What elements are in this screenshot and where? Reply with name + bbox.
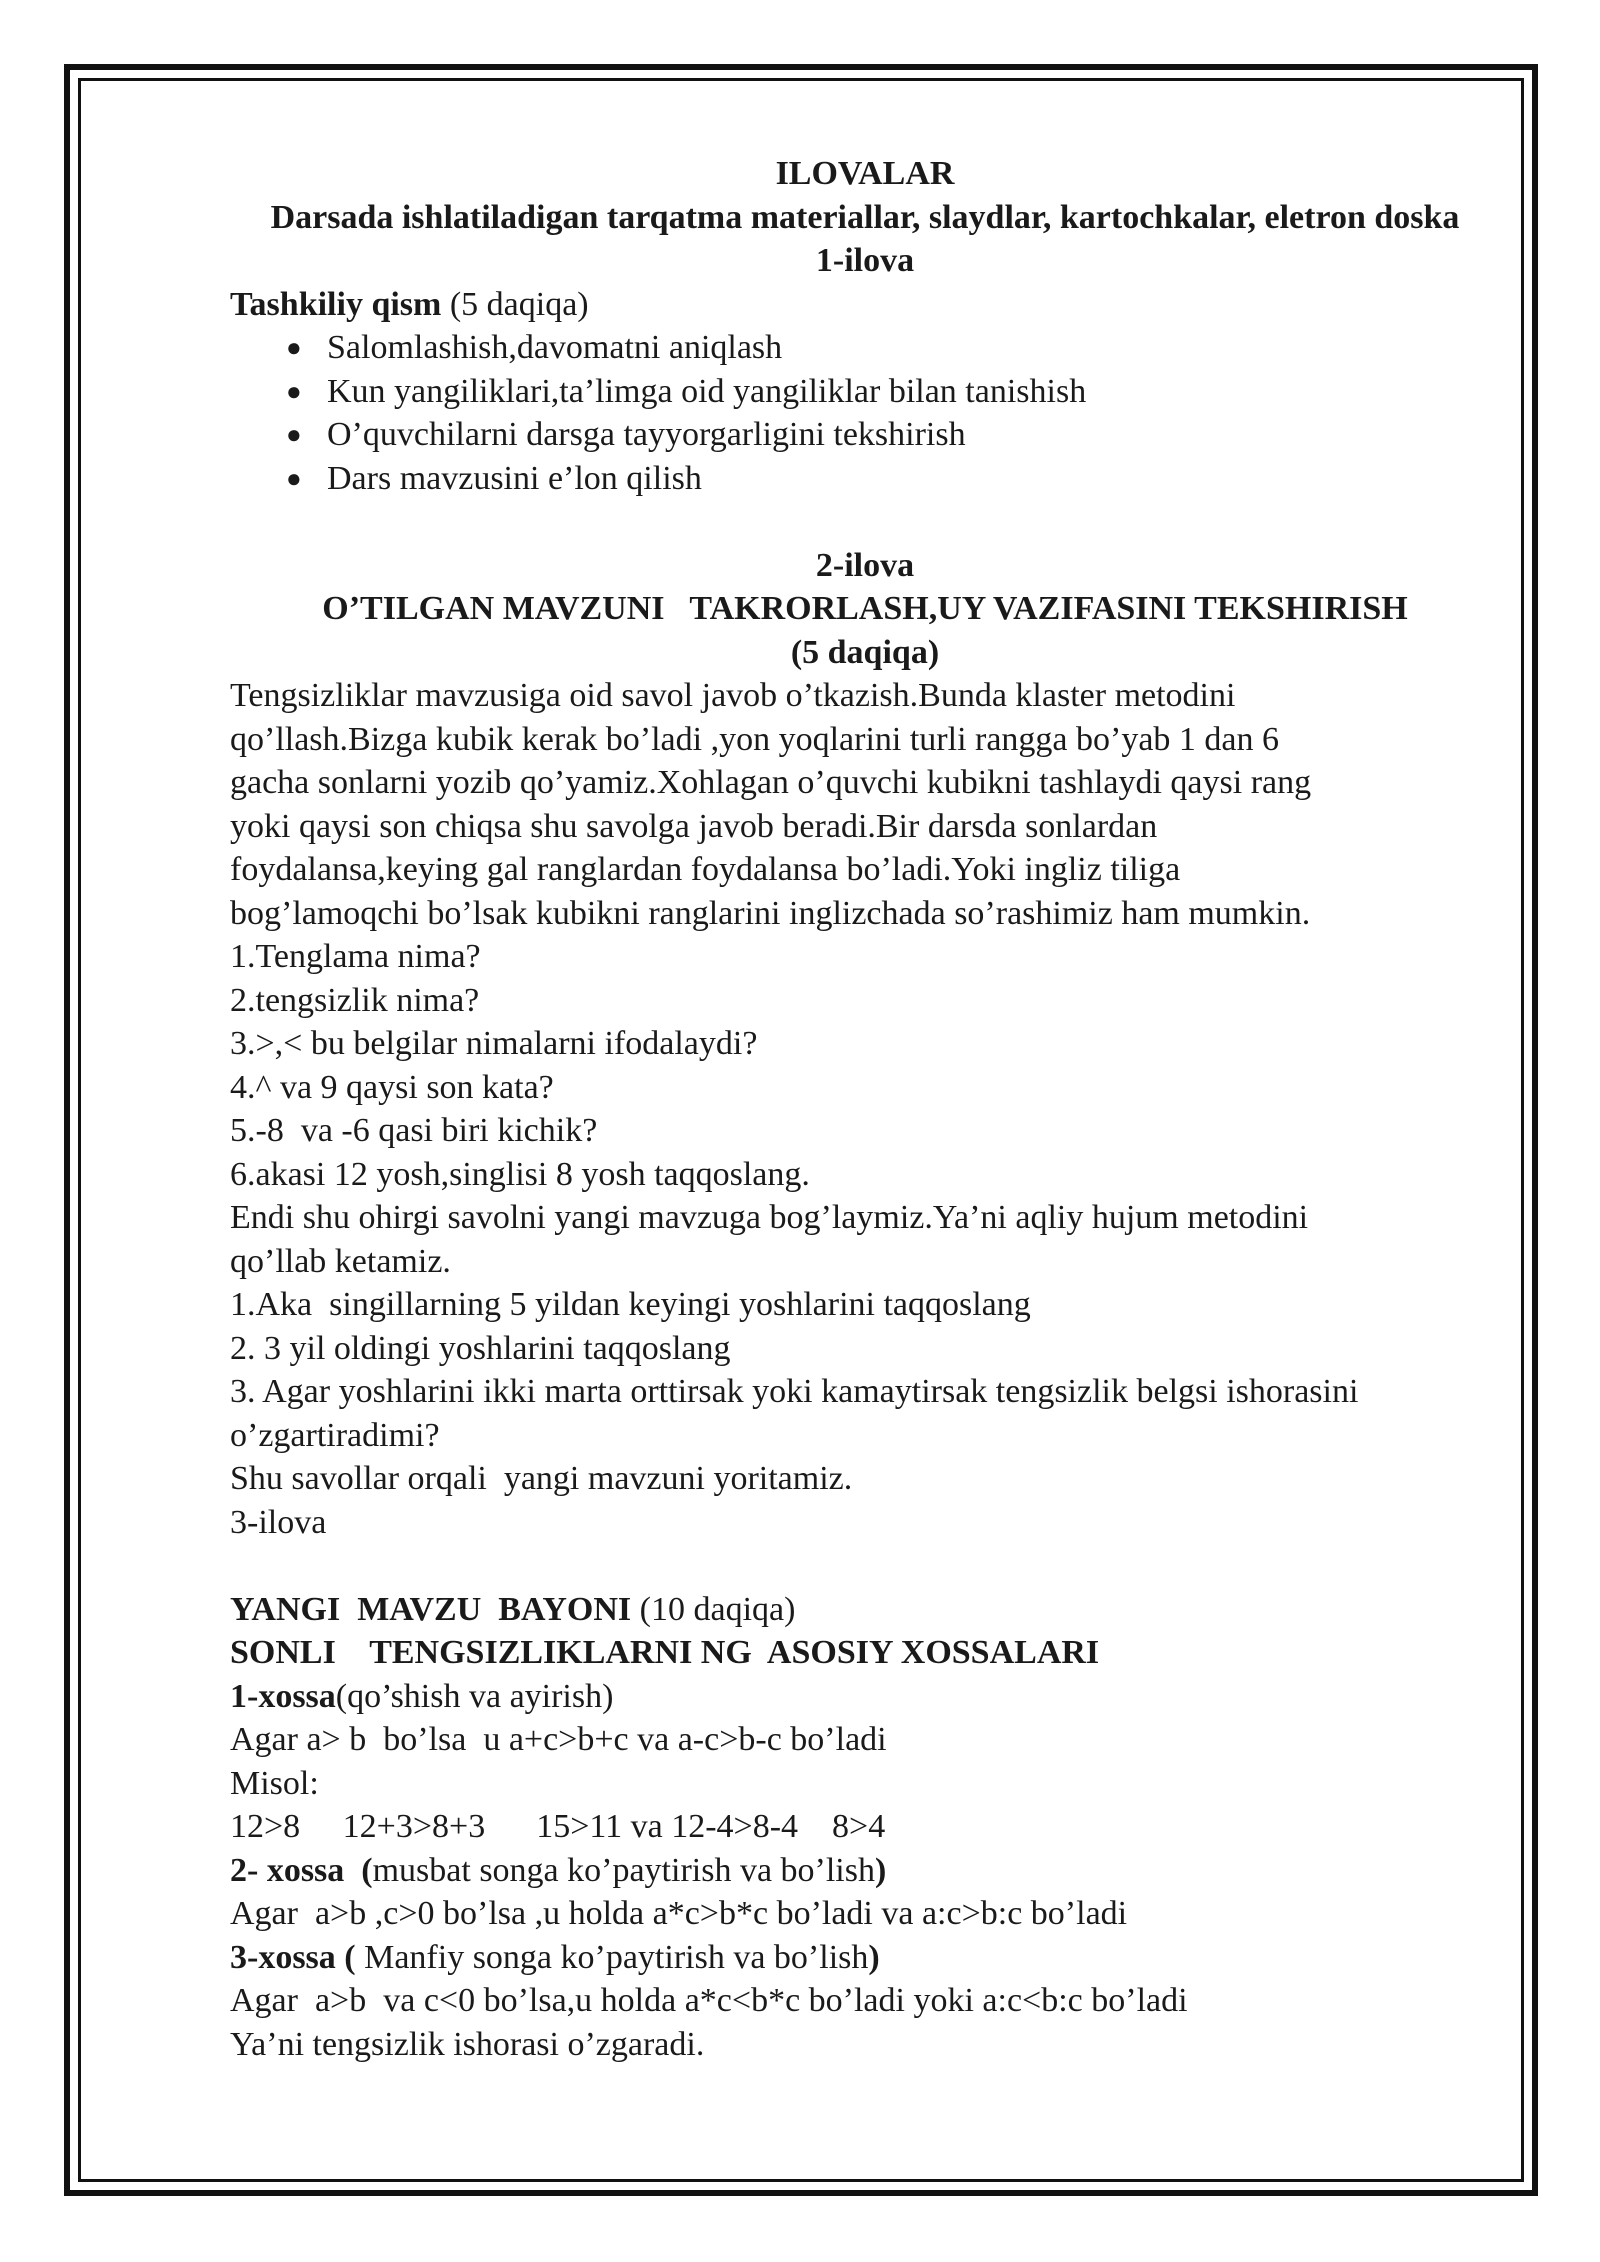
property-2-rule: Agar a>b ,c>0 bo’lsa ,u holda a*c>b*c bo’ladi va a:c>b:c bo’ladi [230, 1895, 1128, 1932]
section3-subheading: SONLI TENGSIZLIKLARNI NG ASOSIY XOSSALARI [230, 1634, 1100, 1671]
property-2-close: ) [875, 1851, 887, 1889]
property-2-label: 2- xossa ( [230, 1851, 373, 1889]
text-line: qo’llash.Bizga kubik kerak bo’ladi ,yon yoqlarini turli rangga bo’yab 1 dan 6 [230, 720, 1280, 758]
list-item [230, 326, 1500, 370]
question-line: 6.akasi 12 yosh,singlisi 8 yosh taqqoslang. [230, 1155, 810, 1193]
text-line: gacha sonlarni yozib qo’yamiz.Xohlagan o’quvchi kubikni tashlaydi qaysi rang [230, 764, 1312, 801]
section3-heading [230, 1588, 1500, 1632]
text-line: Endi shu ohirgi savolni yangi mavzuga bog’laymiz.Ya’ni aqliy hujum metodini [230, 1199, 1309, 1236]
list-item-text: Salomlashish,davomatni aniqlash [327, 329, 783, 366]
example-label: Misol: [230, 1764, 319, 1802]
list-item-text: O’quvchilarni darsga tayyorgarligini tekshirish [327, 416, 966, 453]
text-line: Shu savollar orqali yangi mavzuni yoritamiz. [230, 1460, 853, 1497]
property-1-heading [230, 1675, 1500, 1719]
text-line: yoki qaysi son chiqsa shu savolga javob beradi.Bir darsda sonlardan [230, 807, 1158, 845]
property-2-desc: musbat songa ko’paytirish va bo’lish [372, 1851, 875, 1889]
question-line: o’zgartiradimi? [230, 1416, 440, 1454]
list-item-text: Kun yangiliklari,ta’limga oid yangiliklar bilan tanishish [327, 372, 1087, 410]
property-3-heading [230, 1936, 1500, 1980]
section3-heading-bold: YANGI MAVZU BAYONI [230, 1590, 632, 1628]
section2-title: O’TILGAN MAVZUNI TAKRORLASH,UY VAZIFASINI TEKSHIRISH [322, 590, 1408, 627]
bullet-icon: ● [286, 333, 302, 362]
property-3-rule: Agar a>b va c<0 bo’lsa,u holda a*c<b*c bo’ladi yoki a:c<b:c bo’ladi [230, 1982, 1188, 2019]
section1-list [230, 326, 1500, 500]
property-1-rule: Agar a> b bo’lsa u a+c>b+c va a-c>b-c bo’ladi [230, 1721, 887, 1758]
property-3-label: 3-xossa ( [230, 1938, 356, 1976]
property-3-desc: Manfiy songa ko’paytirish va bo’lish [355, 1938, 869, 1976]
bullet-icon: ● [286, 463, 302, 493]
page-subtitle: Darsada ishlatiladigan tarqatma materiallar, slaydlar, kartochkalar, eletron doska [270, 198, 1460, 236]
bullet-icon: ● [286, 376, 302, 406]
conclusion-line: Ya’ni tengsizlik ishorasi o’zgaradi. [230, 2025, 705, 2063]
section3-heading-duration: (10 daqiqa) [631, 1590, 796, 1628]
section1-heading-duration: (5 daqiqa) [441, 285, 589, 323]
list-item [230, 457, 1500, 501]
property-1-label: 1-xossa [230, 1677, 336, 1715]
property-3-close: ) [868, 1938, 880, 1976]
list-item [230, 413, 1500, 457]
document-body [230, 152, 1500, 2066]
question-line: 2.tengsizlik nima? [230, 981, 480, 1019]
bullet-icon: ● [286, 420, 302, 449]
question-line: 1.Tenglama nima? [230, 938, 481, 975]
text-line: Tengsizliklar mavzusiga oid savol javob o’tkazish.Bunda klaster metodini [230, 677, 1236, 714]
question-line: 4.^ va 9 qaysi son kata? [230, 1068, 554, 1106]
appendix-2-label: 2-ilova [815, 546, 915, 584]
section1-heading-bold: Tashkiliy qism [230, 285, 442, 323]
question-line: 1.Aka singillarning 5 yildan keyingi yoshlarini taqqoslang [230, 1286, 1031, 1323]
text-line: bog’lamoqchi bo’lsak kubikni ranglarini inglizchada so’rashimiz ham mumkin. [230, 894, 1311, 932]
property-1-desc: (qo’shish va ayirish) [335, 1677, 614, 1715]
question-line: 3.>,< bu belgilar nimalarni ifodalaydi? [230, 1025, 758, 1062]
list-item [230, 370, 1500, 414]
section1-heading [230, 283, 1500, 327]
list-item-text: Dars mavzusini e’lon qilish [327, 459, 702, 497]
question-line: 5.-8 va -6 qasi biri kichik? [230, 1112, 598, 1149]
example-line: 12>8 12+3>8+3 15>11 va 12-4>8-4 8>4 [230, 1808, 886, 1845]
question-line: 2. 3 yil oldingi yoshlarini taqqoslang [230, 1329, 731, 1367]
appendix-3-label: 3-ilova [230, 1503, 327, 1541]
spacer [230, 500, 1500, 544]
property-2-heading [230, 1849, 1500, 1893]
appendix-1-label: 1-ilova [815, 242, 915, 279]
text-line: foydalansa,keying gal ranglardan foydalansa bo’ladi.Yoki ingliz tiliga [230, 851, 1181, 888]
question-line: 3. Agar yoshlarini ikki marta orttirsak yoki kamaytirsak tengsizlik belgsi ishorasini [230, 1373, 1359, 1410]
section2-duration: (5 daqiqa) [790, 633, 940, 671]
spacer [230, 1544, 1500, 1588]
text-line: qo’llab ketamiz. [230, 1242, 451, 1280]
page-title: ILOVALAR [775, 155, 955, 192]
